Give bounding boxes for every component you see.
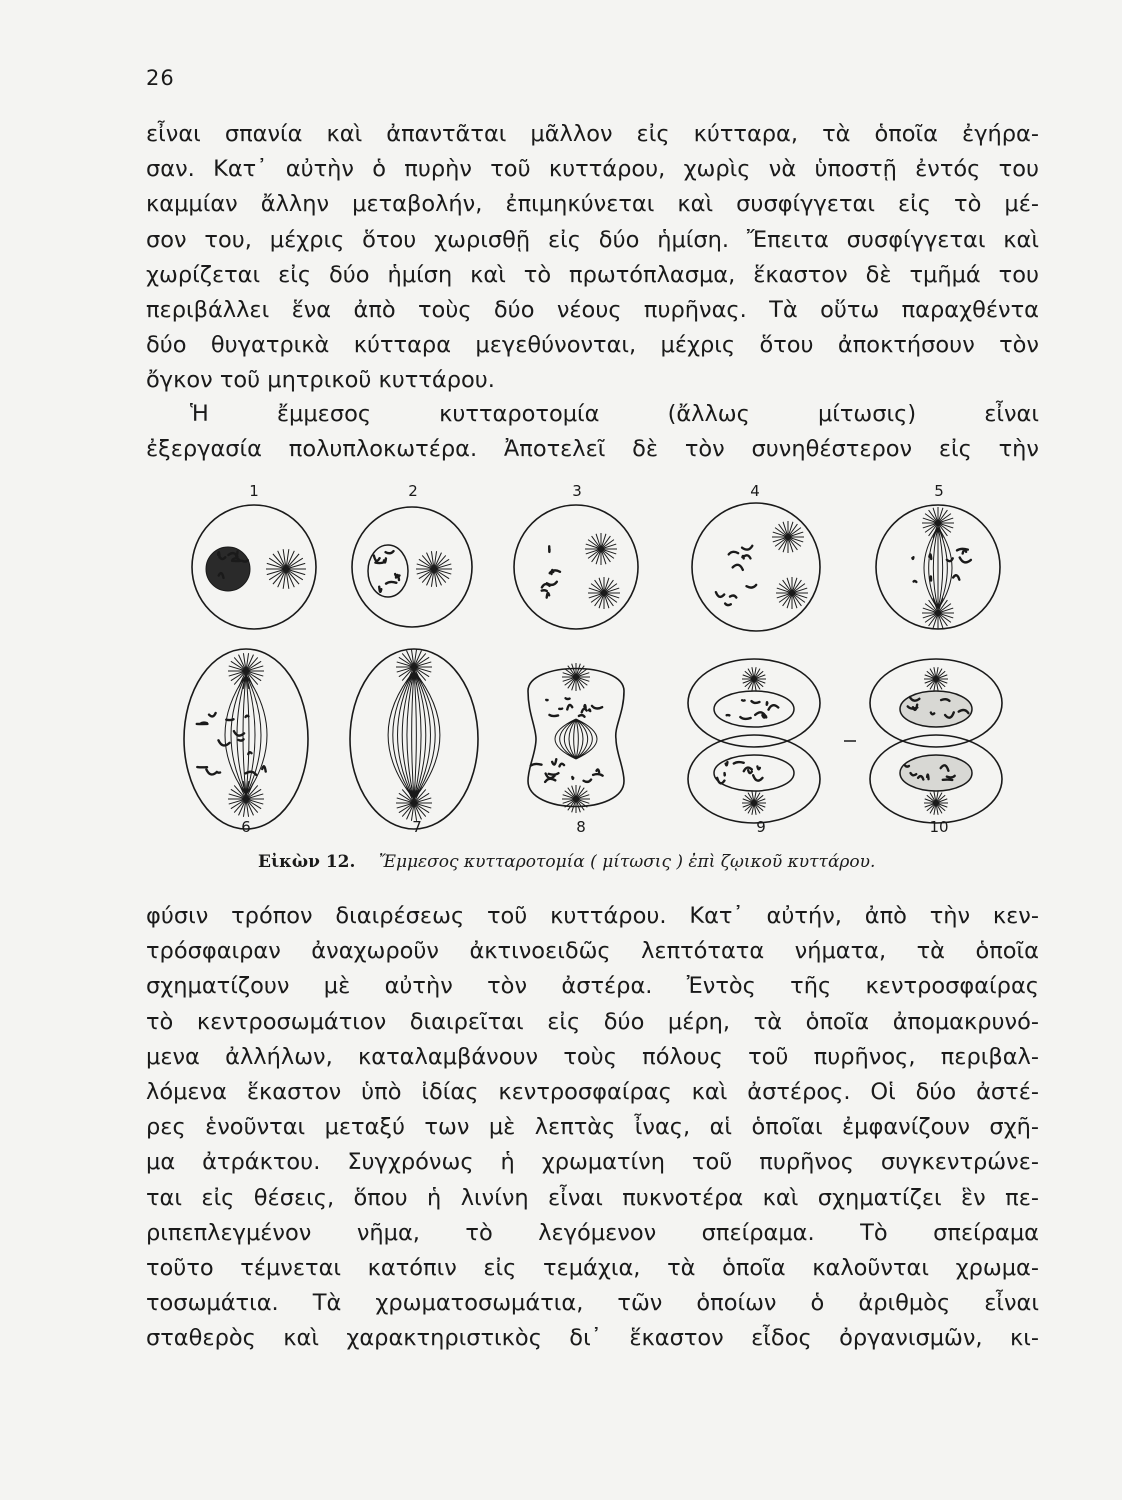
paragraph-2 xyxy=(146,397,1039,467)
aster xyxy=(266,549,306,589)
text-line: δύο θυγατρικὰ κύτταρα μεγεθύνονται, μέχρις ὅτου ἀποκτήσουν τὸν xyxy=(146,332,1039,359)
aster xyxy=(924,791,948,815)
figure-caption xyxy=(258,852,875,872)
nucleus xyxy=(714,691,794,727)
nucleus xyxy=(714,755,794,791)
text-line: ται εἰς θέσεις, ὅπου ἡ λινίνη εἶναι πυκνοτέρα καὶ σχηματίζει ἓν πε- xyxy=(146,1184,1039,1211)
page-number: 26 xyxy=(146,66,175,90)
text-line: τρόσφαιραν ἀναχωροῦν ἀκτινοειδῶς λεπτότατα νήματα, τὰ ὁποῖα xyxy=(146,938,1039,965)
aster xyxy=(742,667,766,691)
stage-label-2: 2 xyxy=(408,482,418,500)
aster xyxy=(562,663,590,691)
stage-label-8: 8 xyxy=(576,818,586,836)
cell-outline xyxy=(514,505,638,629)
chromosomes xyxy=(716,546,756,605)
text-line: τὸ κεντροσωμάτιον διαιρεῖται εἰς δύο μέρη, τὰ ὁποῖα ἀπομακρυνό- xyxy=(146,1008,1039,1035)
text-line: εἶναι σπανία καὶ ἀπαντᾶται μᾶλλον εἰς κύτταρα, τὰ ὁποῖα ἐγήρα- xyxy=(146,121,1039,147)
text-line: σχηματίζουν μὲ αὐτὴν τὸν ἀστέρα. Ἐντὸς τῆς κεντροσφαίρας xyxy=(146,973,1039,1000)
cell-outline xyxy=(352,507,472,627)
chromosomes xyxy=(531,759,603,782)
text-line: φύσιν τρόπον διαιρέσεως τοῦ κυττάρου. Κατ᾽ αὐτήν, ἀπὸ τὴν κεν- xyxy=(146,903,1039,929)
paragraph-1 xyxy=(146,117,1039,399)
stage-label-9: 9 xyxy=(756,818,766,836)
text-line: τοσωμάτια. Τὰ χρωματοσωμάτια, τῶν ὁποίων ὁ ἀριθμὸς εἶναι xyxy=(146,1290,1039,1317)
cell-outline xyxy=(692,503,820,631)
aster xyxy=(585,533,617,565)
aster xyxy=(396,785,432,821)
text-line: χωρίζεται εἰς δύο ἡμίση καὶ τὸ πρωτόπλασμα, ἕκαστον δὲ τμῆμά του xyxy=(146,261,1039,288)
nucleus xyxy=(206,547,250,591)
caption-text: Ἔμμεσος κυτταροτομία ( μίτωσις ) ἐπὶ ζῳικοῦ κυττάρου. xyxy=(378,852,876,872)
stage-label-4: 4 xyxy=(750,482,760,500)
text-line: τοῦτο τέμνεται κατόπιν εἰς τεμάχια, τὰ ὁποῖα καλοῦνται χρωμα- xyxy=(146,1254,1039,1281)
aster xyxy=(776,577,808,609)
paragraph-3 xyxy=(146,899,1039,1356)
text-line: μα ἀτράκτου. Συγχρόνως ἡ χρωματίνη τοῦ πυρῆνος συγκεντρώνε- xyxy=(146,1149,1039,1176)
aster xyxy=(228,781,264,817)
mitosis-stages-illustration xyxy=(176,481,1036,841)
spindle xyxy=(924,527,952,609)
text-line: λόμενα ἕκαστον ὑπὸ ἰδίας κεντροσφαίρας καὶ ἀστέρος. Οἱ δύο ἀστέ- xyxy=(146,1078,1039,1105)
text-line: ἐξεργασία πολυπλοκωτέρα. Ἀποτελεῖ δὲ τὸν συνηθέστερον εἰς τὴν xyxy=(146,436,1039,463)
mitosis-figure xyxy=(176,481,1036,841)
spindle xyxy=(388,671,440,799)
text-line: σαν. Κατ᾽ αὐτὴν ὁ πυρὴν τοῦ κυττάρου, χωρὶς νὰ ὑποστῇ ἐντός του xyxy=(146,156,1039,183)
stage-label-10: 10 xyxy=(929,818,949,836)
aster xyxy=(396,649,432,685)
aster xyxy=(772,521,804,553)
stage-label-7: 7 xyxy=(412,818,422,836)
stage-label-3: 3 xyxy=(572,482,582,500)
aster xyxy=(742,791,766,815)
aster xyxy=(924,667,948,691)
chromatin xyxy=(727,700,779,719)
spindle xyxy=(225,675,267,795)
aster xyxy=(416,551,452,587)
stage-label-6: 6 xyxy=(241,818,251,836)
text-line: μενα ἀλλήλων, καταλαμβάνουν τοὺς πόλους τοῦ πυρῆνος, περιβαλ- xyxy=(146,1043,1039,1070)
text-line: σταθερὸς καὶ χαρακτηριστικὸς δι᾽ ἕκαστον εἶδος ὀργανισμῶν, κι- xyxy=(146,1325,1039,1352)
stage-label-1: 1 xyxy=(249,482,259,500)
text-line: σον του, μέχρις ὅτου χωρισθῇ εἰς δύο ἡμίση. Ἔπειτα συσφίγγεται καὶ xyxy=(146,226,1039,253)
chromatin xyxy=(374,551,400,592)
aster xyxy=(588,577,620,609)
aster xyxy=(228,653,264,689)
text-line: Ἡ ἔμμεσος κυτταροτομία (ἄλλως μίτωσις) εἶναι xyxy=(190,401,1039,427)
spindle xyxy=(555,719,597,759)
chromatin xyxy=(717,762,762,783)
stage-label-5: 5 xyxy=(934,482,944,500)
text-line: ρες ἑνοῦνται μεταξύ των μὲ λεπτὰς ἶνας, αἱ ὁποῖαι ἐμφανίζουν σχῆ- xyxy=(146,1114,1039,1141)
text-line: ριπεπλεγμένον νῆμα, τὸ λεγόμενον σπείραμα. Τὸ σπείραμα xyxy=(146,1219,1039,1246)
text-line: ὄγκον τοῦ μητρικοῦ κυττάρου. xyxy=(146,367,495,394)
chromosomes xyxy=(542,546,560,597)
text-line: καμμίαν ἄλλην μεταβολήν, ἐπιμηκύνεται καὶ συσφίγγεται εἰς τὸ μέ- xyxy=(146,191,1039,218)
caption-label: Εἰκὼν 12. xyxy=(258,852,356,872)
aster xyxy=(562,785,590,813)
chromosomes xyxy=(546,698,602,717)
text-line: περιβάλλει ἕνα ἀπὸ τοὺς δύο νέους πυρῆνας. Τὰ οὕτω παραχθέντα xyxy=(146,296,1039,323)
